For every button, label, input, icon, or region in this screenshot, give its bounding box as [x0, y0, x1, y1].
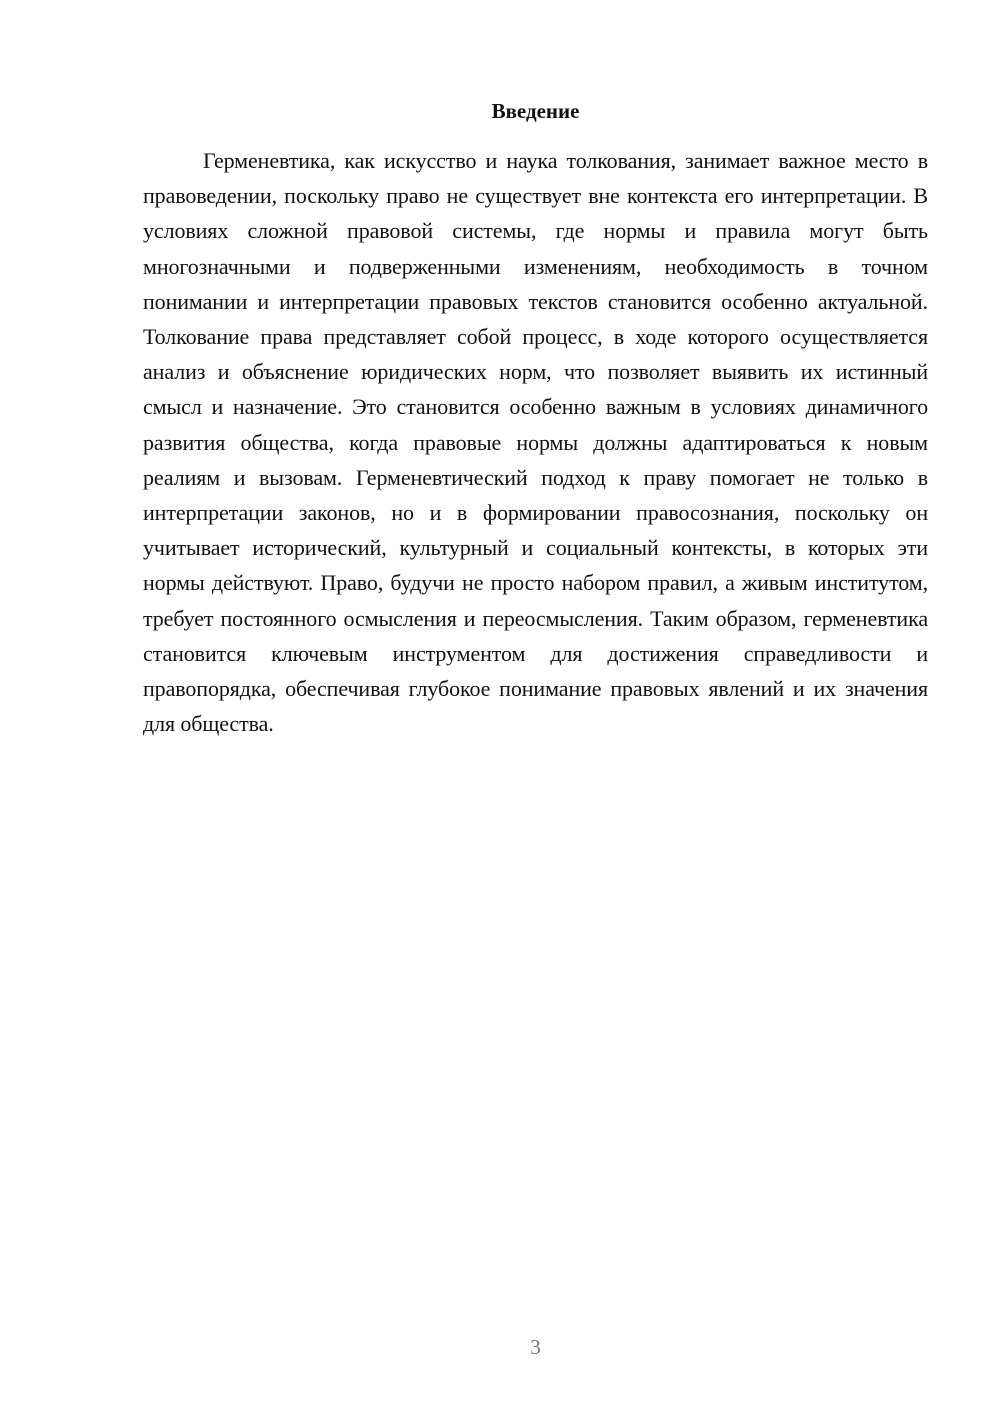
page-number: 3 — [530, 1335, 541, 1359]
body-paragraph: Герменевтика, как искусство и наука толкования, занимает важное место в правоведении, поскольку право не существует вне контекста его интерпретации. В условиях сложной правовой системы, где нормы и правила могут быть многозначными и подверженными изменениям, необходимость в точном понимании и интерпретации правовых текстов становится особенно актуальной. Толкование права представляет собой процесс, в ходе которого осуществляется анализ и объяснение юридических норм, что позволяет выявить их истинный смысл и назначение. Это становится особенно важным в условиях динамичного развития общества, когда правовые нормы должны адаптироваться к новым реалиям и вызовам. Герменевтический подход к праву помогает не только в интерпретации законов, но и в формировании правосознания, поскольку он учитывает исторический, культурный и социальный контексты, в которых эти нормы действуют. Право, будучи не просто набором правил, а живым институтом, требует постоянного осмысления и переосмысления. Таким образом, герменевтика становится ключевым инструментом для достижения справедливости и правопорядка, обеспечивая глубокое понимание правовых явлений и их значения для общества. — [143, 148, 928, 737]
section-heading: Введение — [491, 99, 580, 123]
